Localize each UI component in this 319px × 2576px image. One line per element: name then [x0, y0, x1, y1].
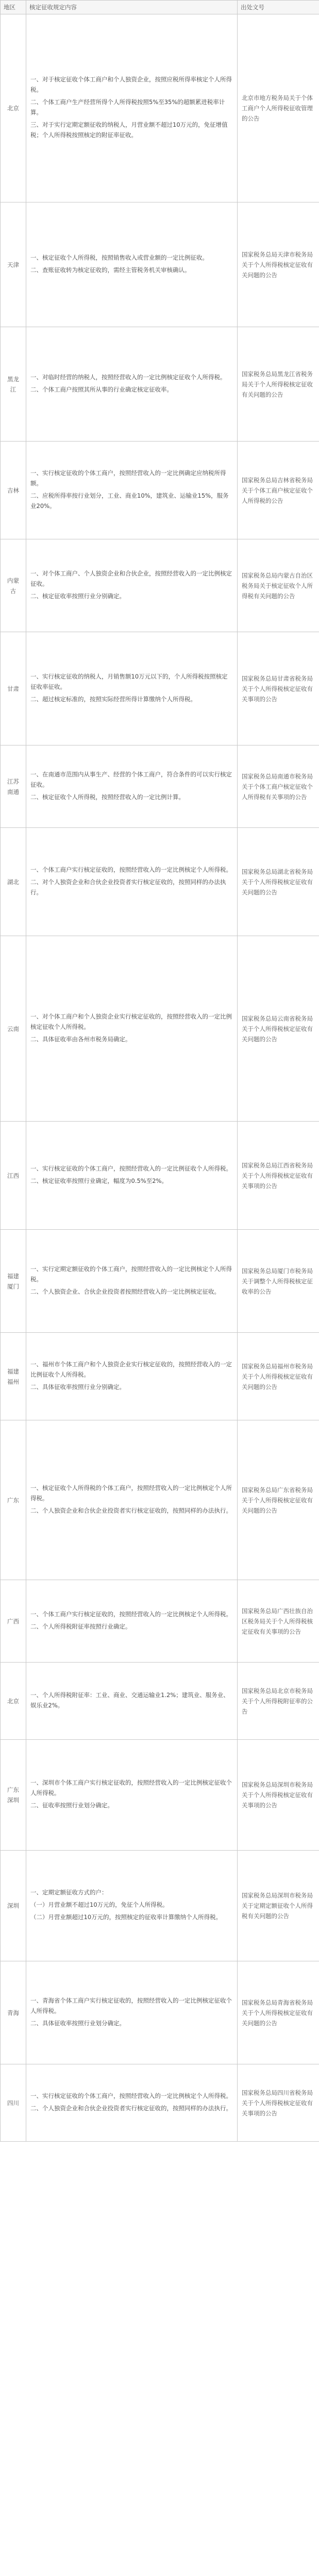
table-row — [1, 1333, 319, 1420]
policy-paragraph: （一）月营业额不超过10万元的，免征个人所得税。 — [30, 1901, 169, 1908]
doc-reference-cell: 国家税务总局北京市税务局关于个人所得税附征率的公告 — [238, 1663, 319, 1740]
policy-paragraph: 一、个体工商户实行核定征收的，按照经营收入的一定比例核定个人所得税。 — [30, 1610, 232, 1618]
policy-paragraph: 二、对个人独资企业和合伙企业投资者实行核定征收的，按照同样的办法执行。 — [30, 878, 226, 896]
region-cell: 天津 — [1, 202, 26, 327]
table-header-row — [1, 1, 319, 14]
policy-paragraph: 二、具体征收率按照行业划分确定。 — [30, 2019, 125, 2027]
policy-paragraph: 二、超过核定标准的，按照实际经营所得计算缴纳个人所得税。 — [30, 695, 196, 703]
region-cell: 北京 — [1, 14, 26, 202]
doc-reference-cell: 国家税务总局湖北省税务局关于个人所得税核定征收有关问题的公告 — [238, 828, 319, 936]
policy-paragraph: 一、定期定额征收方式的户： — [30, 1889, 108, 1896]
region-cell: 四川 — [1, 2064, 26, 2142]
doc-reference-cell: 国家税务总局厦门市税务局关于调整个人所得税核定征收率的公告 — [238, 1230, 319, 1333]
policy-paragraph: 一、核定征收个人所得税的个体工商户，按照经营收入的一定比例核定个人所得税。 — [30, 1484, 232, 1502]
doc-reference-cell: 国家税务总局深圳市税务局关于个人所得税核定征收有关事项的公告 — [238, 1740, 319, 1851]
region-cell: 深圳 — [1, 1851, 26, 1961]
doc-reference-cell: 国家税务总局广东省税务局关于个人所得税核定征收有关问题的公告 — [238, 1420, 319, 1580]
policy-cell — [26, 327, 238, 442]
policy-paragraph: 一、实行核定征收的纳税人，月销售额10万元以下的，个人所得税按照核定征收率征收。 — [30, 672, 228, 690]
region-cell: 青海 — [1, 1961, 26, 2064]
region-cell: 黑龙江 — [1, 327, 26, 442]
policy-paragraph: 一、对临时经营的纳税人，按照经营收入的一定比例核定征收个人所得税。 — [30, 373, 226, 381]
policy-paragraph: 一、实行核定征收的个体工商户，按照经营收入的一定比例核定个人所得税。 — [30, 2092, 232, 2099]
policy-paragraph: 二、个人独资企业和合伙企业投资者实行核定征收的，按照同样的办法执行。 — [30, 2104, 232, 2112]
region-cell: 吉林 — [1, 442, 26, 539]
policy-cell — [26, 1851, 238, 1961]
table-row — [1, 1740, 319, 1851]
policy-cell — [26, 1333, 238, 1420]
doc-reference-cell: 国家税务总局甘肃省税务局关于个人所得税核定征收有关事项的公告 — [238, 632, 319, 745]
region-cell: 广东深圳 — [1, 1740, 26, 1851]
table-row — [1, 1663, 319, 1740]
policy-paragraph: 一、个人所得税附征率：工业、商业、交通运输业1.2%；建筑业、服务业、娱乐业2%。 — [30, 1691, 229, 1709]
header-region: 地区 — [1, 1, 26, 14]
policy-cell — [26, 1961, 238, 2064]
region-cell: 江苏南通 — [1, 745, 26, 828]
doc-reference-cell: 国家税务总局广西壮族自治区税务局关于个人所得税核定征收有关事项的公告 — [238, 1580, 319, 1663]
table-row — [1, 632, 319, 745]
policy-paragraph: 一、对于核定征收个体工商户和个人独资企业，按照应税所得率核定个人所得税。 — [30, 76, 232, 93]
region-cell: 广东 — [1, 1420, 26, 1580]
table-row — [1, 1851, 319, 1961]
region-cell: 云南 — [1, 936, 26, 1122]
table-row — [1, 1230, 319, 1333]
policy-paragraph: 二、个体工商户生产经营所得个人所得税按照5%至35%的超额累进税率计算。 — [30, 98, 225, 116]
policy-paragraph: 一、个体工商户实行核定征收的，按照经营收入的一定比例核定个人所得税。 — [30, 866, 232, 873]
table-row — [1, 14, 319, 202]
doc-reference-cell: 北京市地方税务局关于个体工商户个人所得税征收管理的公告 — [238, 14, 319, 202]
policy-paragraph: 一、在南通市范围内从事生产、经营的个体工商户，符合条件的可以实行核定征收。 — [30, 770, 232, 788]
policy-paragraph: 二、核定征收率按照行业分别确定。 — [30, 592, 125, 600]
policy-cell — [26, 936, 238, 1122]
region-cell: 甘肃 — [1, 632, 26, 745]
policy-paragraph: 一、实行核定征收的个体工商户，按照经营收入的一定比例征收个人所得税。 — [30, 1164, 232, 1172]
policy-cell — [26, 1740, 238, 1851]
doc-reference-cell: 国家税务总局深圳市税务局关于定期定额征收个人所得税有关问题的公告 — [238, 1851, 319, 1961]
table-row — [1, 1420, 319, 1580]
table-row — [1, 828, 319, 936]
doc-reference-cell: 国家税务总局青海省税务局关于个人所得税核定征收有关问题的公告 — [238, 1961, 319, 2064]
policy-paragraph: （二）月营业额超过10万元的，按照核定的征收率计算缴纳个人所得税。 — [30, 1913, 222, 1921]
policy-cell — [26, 1663, 238, 1740]
region-cell: 福建福州 — [1, 1333, 26, 1420]
region-cell: 内蒙古 — [1, 539, 26, 632]
table-row — [1, 1580, 319, 1663]
header-policy: 核定征收规定内容 — [26, 1, 238, 14]
policy-cell — [26, 828, 238, 936]
policy-paragraph: 二、个人独资企业和合伙企业投资者实行核定征收的，按照同样的办法执行。 — [30, 1506, 232, 1514]
policy-paragraph: 一、实行核定征收的个体工商户，按照经营收入的一定比例确定应纳税所得额。 — [30, 469, 226, 487]
doc-reference-cell: 国家税务总局云南省税务局关于个人所得税核定征收有关问题的公告 — [238, 936, 319, 1122]
table-row — [1, 936, 319, 1122]
table-row — [1, 2064, 319, 2142]
policy-paragraph: 二、个人独资企业、合伙企业投资者按照经营收入的一定比例核定征收。 — [30, 1287, 220, 1295]
table-row — [1, 1961, 319, 2064]
policy-paragraph: 一、对个体工商户、个人独资企业和合伙企业，按照经营收入的一定比例核定征收。 — [30, 569, 232, 587]
policy-cell — [26, 539, 238, 632]
table-row — [1, 327, 319, 442]
region-cell: 广西 — [1, 1580, 26, 1663]
policy-cell — [26, 202, 238, 327]
policy-paragraph: 三、对于实行定期定额征收的纳税人，月营业额不超过10万元的，免征增值税；个人所得税按照核定的附征率征收。 — [30, 121, 228, 139]
doc-reference-cell: 国家税务总局江西省税务局关于个人所得税核定征收有关事项的公告 — [238, 1122, 319, 1230]
policy-cell — [26, 745, 238, 828]
policy-paragraph: 二、个体工商户按照其所从事的行业确定核定征收率。 — [30, 385, 173, 393]
doc-reference-cell: 国家税务总局四川省税务局关于个人所得税核定征收有关事项的公告 — [238, 2064, 319, 2142]
policy-paragraph: 二、应税所得率按行业划分，工业、商业10%，建筑业、运输业15%，服务业20%。 — [30, 492, 229, 510]
policy-cell — [26, 1580, 238, 1663]
policy-paragraph: 二、具体征收率由各州市税务局确定。 — [30, 1035, 131, 1043]
policy-paragraph: 一、实行定期定额征收的个体工商户，按照经营收入的一定比例核定个人所得税。 — [30, 1265, 232, 1283]
table-row — [1, 202, 319, 327]
policy-paragraph: 二、核定征收率按照行业确定，幅度为0.5%至2%。 — [30, 1177, 167, 1184]
policy-paragraph: 二、核定征收个人所得税，按照经营收入的一定比例计算。 — [30, 793, 184, 801]
doc-reference-cell: 国家税务总局黑龙江省税务局关于个人所得税核定征收有关问题的公告 — [238, 327, 319, 442]
region-cell: 北京 — [1, 1663, 26, 1740]
doc-reference-cell: 国家税务总局南通市税务局关于个体工商户核定征收个人所得税有关事项的公告 — [238, 745, 319, 828]
doc-reference-cell: 国家税务总局福州市税务局关于个人所得税核定征收有关问题的公告 — [238, 1333, 319, 1420]
region-cell: 江西 — [1, 1122, 26, 1230]
policy-paragraph: 一、福州市个体工商户和个人独资企业实行核定征收的，按照经营收入的一定比例征收个人所得税。 — [30, 1360, 232, 1378]
table-row — [1, 539, 319, 632]
policy-cell — [26, 442, 238, 539]
region-cell: 湖北 — [1, 828, 26, 936]
policy-paragraph: 一、对个体工商户和个人独资企业实行核定征收的，按照经营收入的一定比例核定征收个人所得税。 — [30, 1012, 232, 1030]
policy-paragraph: 二、具体征收率按照行业分别确定。 — [30, 1383, 125, 1391]
doc-reference-cell: 国家税务总局天津市税务局关于个人所得税核定征收有关问题的公告 — [238, 202, 319, 327]
policy-paragraph: 二、征收率按照行业划分确定。 — [30, 1802, 113, 1809]
policy-paragraph: 一、深圳市个体工商户实行核定征收的，按照经营收入的一定比例核定征收个人所得税。 — [30, 1779, 232, 1797]
policy-cell — [26, 1122, 238, 1230]
table-row — [1, 442, 319, 539]
doc-reference-cell: 国家税务总局吉林省税务局关于个体工商户核定征收个人所得税的公告 — [238, 442, 319, 539]
table-body — [1, 14, 319, 2142]
table-row — [1, 1122, 319, 1230]
policy-cell — [26, 14, 238, 202]
policy-paragraph: 二、个人所得税附征率按照行业确定。 — [30, 1622, 131, 1630]
policy-cell — [26, 1230, 238, 1333]
region-cell: 福建厦门 — [1, 1230, 26, 1333]
policy-paragraph: 一、核定征收个人所得税，按照销售收入或营业额的一定比例征收。 — [30, 253, 208, 261]
doc-reference-cell: 国家税务总局内蒙古自治区税务局关于核定征收个人所得税有关问题的公告 — [238, 539, 319, 632]
table-row — [1, 745, 319, 828]
header-doc: 出处文号 — [238, 1, 319, 14]
policy-cell — [26, 2064, 238, 2142]
policy-cell — [26, 632, 238, 745]
policy-paragraph: 二、查账征收转为核定征收的，需经主管税务机关审核确认。 — [30, 266, 191, 274]
policy-paragraph: 一、青海省个体工商户实行核定征收的，按照经营收入的一定比例核定征收个人所得税。 — [30, 1996, 232, 2014]
policy-cell — [26, 1420, 238, 1580]
